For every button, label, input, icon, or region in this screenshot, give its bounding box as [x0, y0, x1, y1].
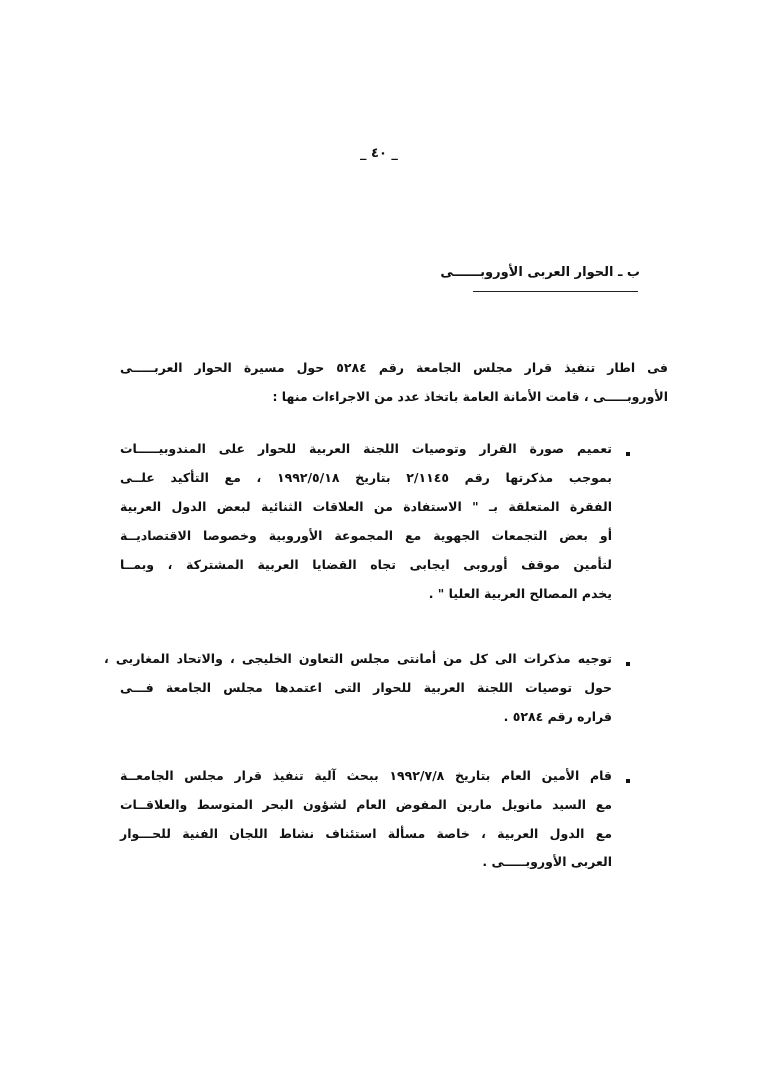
bullet-2-line: قراره رقم ٥٢٨٤ . — [503, 709, 612, 724]
bullet-3-line: قام الأمين العام بتاريخ ١٩٩٢/٧/٨ ببحث آلية تنفيذ قرار مجلس الجامعــة — [120, 768, 612, 783]
bullet-3-line: العربى الأوروبـــــى . — [482, 854, 612, 869]
bullet-2-line: توجيه مذكرات الى كل من أمانتى مجلس التعاون الخليجى ، والاتحاد المغاربى ، — [104, 651, 612, 666]
bullet-3-line: مع السيد مانويل مارين المفوض العام لشؤون البحر المتوسط والعلاقــات — [120, 797, 612, 812]
section-heading: ب ـ الحوار العربى الأوروبــــــى — [440, 265, 640, 280]
bullet-1-line: بموجب مذكرتها رقم ٢/١١٤٥ بتاريخ ١٩٩٢/٥/١٨ ، مع التأكيد علــى — [120, 470, 612, 485]
intro-line: فى اطار تنفيذ قرار مجلس الجامعة رقم ٥٢٨٤ حول مسيرة الحوار العربـــــى — [120, 360, 668, 375]
bullet-3-line: مع الدول العربية ، خاصة مسألة استئناف نشاط اللجان الفنية للحـــوار — [120, 826, 612, 841]
bullet-icon — [626, 452, 630, 456]
bullet-1-line: الفقرة المتعلقة بـ " الاستفادة من العلاقات الثنائية لبعض الدول العربية — [120, 499, 612, 514]
page-number: _ ٤٠ _ — [360, 146, 398, 161]
bullet-1-line: يخدم المصالح العربية العليا " . — [428, 586, 612, 601]
bullet-1-line: لتأمين موقف أوروبى ايجابى تجاه القضايا العربية المشتركة ، وبمــا — [120, 557, 612, 572]
intro-line: الأوروبـــــى ، قامت الأمانة العامة باتخاذ عدد من الاجراءات منها : — [272, 389, 668, 404]
heading-underline — [473, 291, 638, 292]
bullet-icon — [626, 779, 630, 783]
bullet-icon — [626, 662, 630, 666]
bullet-1-line: تعميم صورة القرار وتوصيات اللجنة العربية للحوار على المندوبيـــــات — [120, 441, 612, 456]
bullet-1-line: أو بعض التجمعات الجهوية مع المجموعة الأوروبية وخصوصا الاقتصاديــة — [120, 528, 612, 543]
bullet-2-line: حول توصيات اللجنة العربية للحوار التى اعتمدها مجلس الجامعة فـــى — [120, 680, 612, 695]
